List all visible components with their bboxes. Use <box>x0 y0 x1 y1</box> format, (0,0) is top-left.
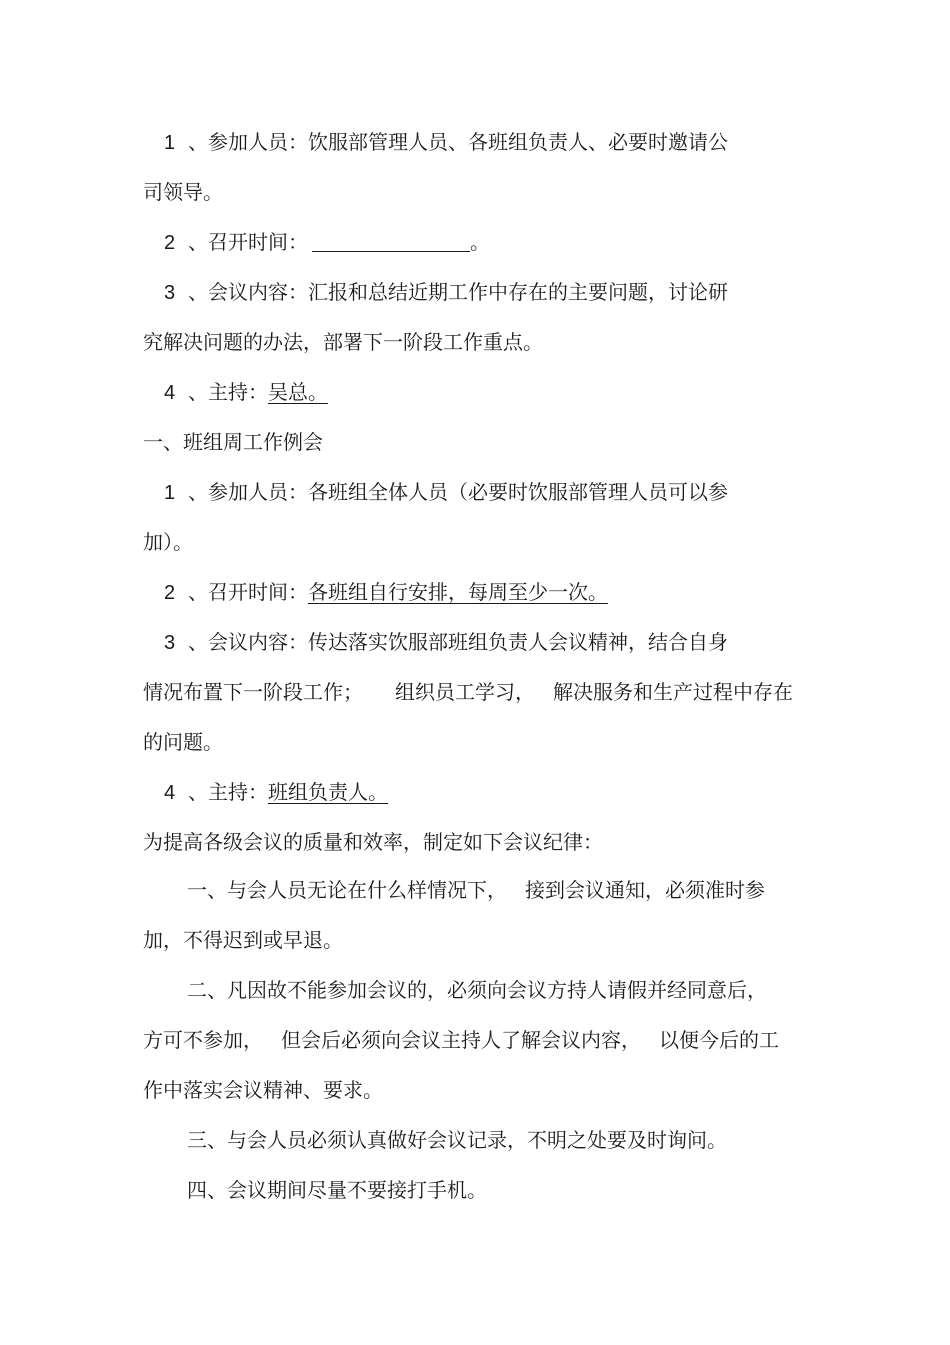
s2-item4-label: 、主持： <box>188 780 268 804</box>
rule1-text-b: 加，不得迟到或早退。 <box>143 928 343 952</box>
s2-item2-number: 2 <box>164 582 176 604</box>
rule1-line2 <box>143 926 843 954</box>
s1-item3-text: 、会议内容：汇报和总结近期工作中存在的主要问题，讨论研 <box>188 280 728 304</box>
s1-item1-number: 1 <box>164 132 176 154</box>
rule1-text-a1: 一、与会人员无论在什么样情况下， <box>187 878 507 902</box>
s2-item1-line2 <box>143 528 843 556</box>
s1-item1-line2 <box>143 178 843 206</box>
s2-item2-value: 各班组自行安排，每周至少一次。 <box>308 580 608 604</box>
s2-item4-value: 班组负责人。 <box>268 780 388 804</box>
s1-item1-text-cont: 司领导。 <box>143 180 223 204</box>
rule2-line1 <box>187 976 887 1004</box>
s2-item3-line3 <box>143 728 843 756</box>
s1-item3-number: 3 <box>164 282 176 304</box>
s1-item4-value: 吴总。 <box>268 380 328 404</box>
s2-item3-text: 、会议内容：传达落实饮服部班组负责人会议精神，结合自身 <box>188 630 728 654</box>
rule2-line2 <box>143 1026 843 1054</box>
s2-heading <box>143 428 843 456</box>
s1-item4-label: 、主持： <box>188 380 268 404</box>
s2-item4-line <box>164 778 864 807</box>
s1-item2-blank <box>312 231 470 252</box>
s2-item1-text: 、参加人员：各班组全体人员（必要时饮服部管理人员可以参 <box>188 480 728 504</box>
rules-intro <box>143 828 843 856</box>
rule1-text-a2: 接到会议通知，必须准时参 <box>525 878 765 902</box>
rule1-line1 <box>187 876 887 904</box>
s2-item1-line1 <box>164 478 864 507</box>
rule2-line3 <box>143 1076 843 1104</box>
s1-item3-line2 <box>143 328 843 356</box>
rule4-text: 四、会议期间尽量不要接打手机。 <box>187 1178 487 1202</box>
s2-item3-text-b3: 解决服务和生产过程中存在 <box>553 680 793 704</box>
s1-item3-text-cont: 究解决问题的办法，部署下一阶段工作重点。 <box>143 330 543 354</box>
rule2-text-b1: 方可不参加， <box>143 1028 263 1052</box>
s1-item2-end: 。 <box>470 230 490 254</box>
s1-item1-text: 、参加人员：饮服部管理人员、各班组负责人、必要时邀请公 <box>188 130 728 154</box>
s1-item4-number: 4 <box>164 382 176 404</box>
s2-item1-text-cont: 加）。 <box>143 530 193 554</box>
s1-item2-label: 、召开时间： <box>188 230 308 254</box>
s1-item2-number: 2 <box>164 232 176 254</box>
s2-item3-text-b2: 组织员工学习， <box>395 680 535 704</box>
rule3-line <box>187 1126 887 1154</box>
s1-item2-line <box>164 228 864 257</box>
s2-heading-text: 一、班组周工作例会 <box>143 430 323 454</box>
s2-item2-line <box>164 578 864 607</box>
s2-item2-label: 、召开时间： <box>188 580 308 604</box>
s1-item4-line <box>164 378 864 407</box>
s2-item3-line2 <box>143 678 843 706</box>
rule4-line <box>187 1176 887 1204</box>
rule2-text-b2: 但会后必须向会议主持人了解会议内容， <box>281 1028 641 1052</box>
s2-item1-number: 1 <box>164 482 176 504</box>
s2-item3-line1 <box>164 628 864 657</box>
rule2-text-c: 作中落实会议精神、要求。 <box>143 1078 383 1102</box>
s1-item1-line1 <box>164 128 864 157</box>
rule3-text: 三、与会人员必须认真做好会议记录，不明之处要及时询问。 <box>187 1128 727 1152</box>
s2-item4-number: 4 <box>164 782 176 804</box>
s2-item3-text-b1: 情况布置下一阶段工作； <box>143 680 363 704</box>
s1-item3-line1 <box>164 278 864 307</box>
s2-item3-number: 3 <box>164 632 176 654</box>
rule2-text-b3: 以便今后的工 <box>659 1028 779 1052</box>
rules-intro-text: 为提高各级会议的质量和效率，制定如下会议纪律： <box>143 830 603 854</box>
rule2-text-a: 二、凡因故不能参加会议的，必须向会议方持人请假并经同意后， <box>187 978 767 1002</box>
s2-item3-text-c: 的问题。 <box>143 730 223 754</box>
